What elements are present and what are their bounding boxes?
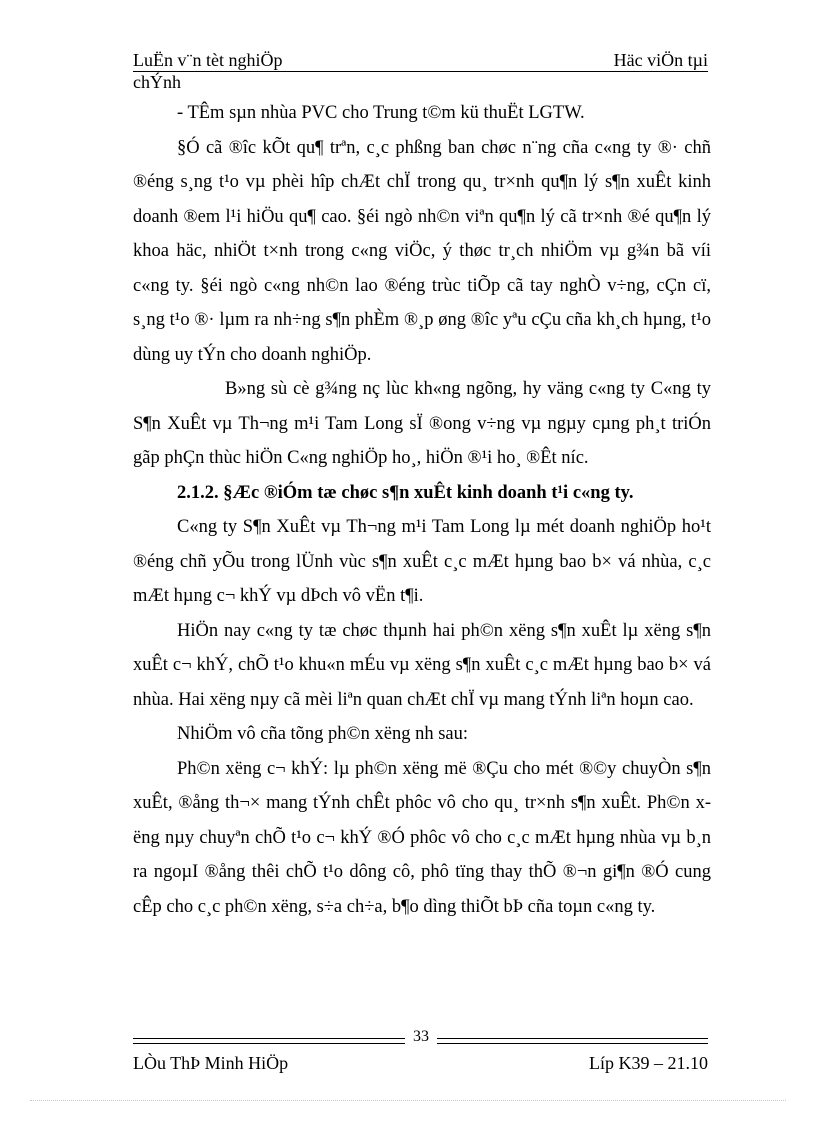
footer-divider-left bbox=[133, 1038, 405, 1044]
paragraph: C«ng ty S¶n XuÊt vµ Th¬ng m¹i Tam Long lµ mét doanh nghiÖp ho¹t ®éng chñ yÕu trong lÜnh vùc s¶n xuÊt c¸c mÆt hµng bao b× vá nhùa, c¸c mÆt hµng c¬ khÝ vµ dÞch vô vËn t¶i. bbox=[133, 517, 711, 606]
paragraph: B»ng sù cè g¾ng nç lùc kh«ng ngõng, hy väng c«ng ty C«ng ty S¶n XuÊt vµ Th¬ng m¹i Tam Long sÏ ®ong v÷ng vµ ngµy cµng ph¸t triÓn gãp phÇn thùc hiÖn C«ng nghiÖp ho¸, hiÖn ®¹i ho¸ ®Êt níc. bbox=[133, 379, 711, 468]
footer-divider-right bbox=[437, 1038, 708, 1044]
footer-class: Líp K39 – 21.10 bbox=[589, 1053, 708, 1073]
bullet-item: - TÊm sµn nhùa PVC cho Trung t©m kü thuËt LGTW. bbox=[177, 103, 585, 123]
paragraph: HiÖn nay c«ng ty tæ chøc thµnh hai ph©n xëng s¶n xuÊt lµ xëng s¶n xuÊt c¬ khÝ, chÕ t¹o khu«n mÉu vµ xëng s¶n xuÊt c¸c mÆt hµng bao b× vá nhùa. Hai xëng nµy cã mèi liªn quan chÆt chÏ vµ mang tÝnh liªn hoµn cao. bbox=[133, 620, 711, 710]
paragraph: NhiÖm vô cña tõng ph©n xëng nh sau: bbox=[177, 724, 469, 744]
paragraph: §Ó cã ®îc kÕt qu¶ trªn, c¸c phßng ban chøc n¨ng cña c«ng ty ®· chñ ®éng s¸ng t¹o vµ phèi hîp chÆt chÏ trong qu¸ tr×nh qu¶n lý s¶n xuÊt kinh doanh ®em l¹i hiÖu qu¶ cao. §éi ngò nh©n viªn qu¶n lý cã tr×nh ®é qu¶n lý khoa häc, nhiÖt t×nh trong c«ng viÖc, ý thøc tr¸ch nhiÖm vµ g¾n bã víi c«ng ty. §éi ngò c«ng nh©n lao ®éng trùc tiÕp cã tay nghÒ v÷ng, cÇn cï, s¸ng t¹o ®· lµm ra nh÷ng s¶n phÈm ®¸p øng ®îc yªu cÇu cña kh¸ch hµng, t¹o dùng uy tÝn cho doanh nghiÖp. bbox=[133, 137, 711, 365]
footer-author: LÒu ThÞ Minh HiÖp bbox=[133, 1053, 289, 1073]
document-body bbox=[133, 96, 711, 924]
paragraph: Ph©n xëng c¬ khÝ: lµ ph©n xëng më ®Çu cho mét ®©y chuyÒn s¶n xuÊt, ®ång th¬× mang tÝnh chÊt phôc vô cho qu¸ tr×nh s¶n xuÊt. Ph©n xëng nµy chuyªn chÕ t¹o c¬ khÝ ®Ó phôc vô cho c¸c mÆt hµng nhùa vµ b¸n ra ngoµI ®ång thêi chÕ t¹o dông cô, phô tïng thay thÕ ®¬n gi¶n ®Ó cung cÊp cho c¸c ph©n xëng, s÷a ch÷a, b¶o dìng thiÕt bÞ cña toµn c«ng ty. bbox=[133, 758, 711, 917]
section-heading: 2.1.2. §Æc ®iÓm tæ chøc s¶n xuÊt kinh doanh t¹i c«ng ty. bbox=[177, 482, 634, 503]
header-institution: Häc viÖn tµi bbox=[613, 50, 708, 70]
header-thesis-title: LuËn v¨n tèt nghiÖp bbox=[133, 50, 283, 70]
header-divider bbox=[133, 71, 708, 72]
page-edge-divider bbox=[30, 1100, 786, 1101]
page-number: 33 bbox=[413, 1028, 429, 1045]
header-institution-continued: chÝnh bbox=[133, 72, 181, 92]
